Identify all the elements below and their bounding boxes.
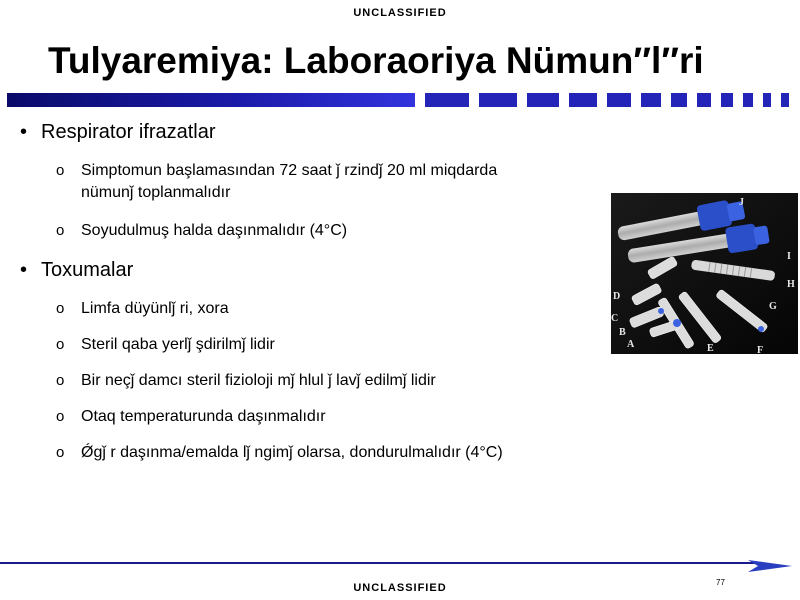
bottom-classification-banner: UNCLASSIFIED xyxy=(353,582,447,594)
photo-label-a: A xyxy=(627,339,635,350)
subitem-line: nümunǰ toplanmalıdır xyxy=(81,184,231,201)
footer-arrow-line xyxy=(0,560,800,584)
sample-tubes-photo xyxy=(611,193,798,354)
subitem-marker: o xyxy=(56,408,65,425)
photo-label-i: I xyxy=(787,251,791,262)
subitem-marker: o xyxy=(56,222,65,239)
subitem-marker: o xyxy=(56,336,65,353)
subitem-line: Simptomun başlamasından 72 saat ǰ rzindǰ 20 ml miqdarda xyxy=(81,162,498,179)
subitem-line: Bir neçǰ damcı steril fizioloji mǰ hlul ǰ lavǰ edilmǰ lidir xyxy=(81,372,436,389)
photo-label-e: E xyxy=(707,343,714,354)
photo-label-b: B xyxy=(619,327,626,338)
bullet-marker: • xyxy=(20,259,28,281)
photo-label-h: H xyxy=(787,279,795,290)
page-number: 77 xyxy=(716,578,725,587)
subitem-marker: o xyxy=(56,444,65,461)
subitem-marker: o xyxy=(56,372,65,389)
subitem-line: Steril qaba yerlǰ şdirilmǰ lidir xyxy=(81,336,275,353)
top-classification-banner: UNCLASSIFIED xyxy=(353,7,447,19)
photo-label-d: D xyxy=(613,291,621,302)
bullet-marker: • xyxy=(20,121,28,143)
photo-label-f: F xyxy=(757,345,764,354)
subitem-line: Ǿgǰ r daşınma/emalda lǰ ngimǰ olarsa, dondurulmalıdır (4°C) xyxy=(81,444,503,461)
photo-label-g: G xyxy=(769,301,777,312)
bullet-text: Toxumalar xyxy=(41,259,134,281)
bullet-text: Respirator ifrazatlar xyxy=(41,121,216,143)
photo-label-j: J xyxy=(739,197,744,208)
subitem-marker: o xyxy=(56,300,65,317)
sample-tubes-illustration xyxy=(611,193,798,354)
slide-title: Tulyaremiya: Laboraoriya Nümun″l″ri xyxy=(48,40,704,81)
subitem-line: Otaq temperaturunda daşınmalıdır xyxy=(81,408,326,425)
subitem-line: Soyudulmuş halda daşınmalıdır (4°C) xyxy=(81,222,348,239)
subitem-marker: o xyxy=(56,162,65,179)
photo-label-c: C xyxy=(611,313,619,324)
subitem-line: Limfa düyünlǰ ri, xora xyxy=(81,300,229,317)
